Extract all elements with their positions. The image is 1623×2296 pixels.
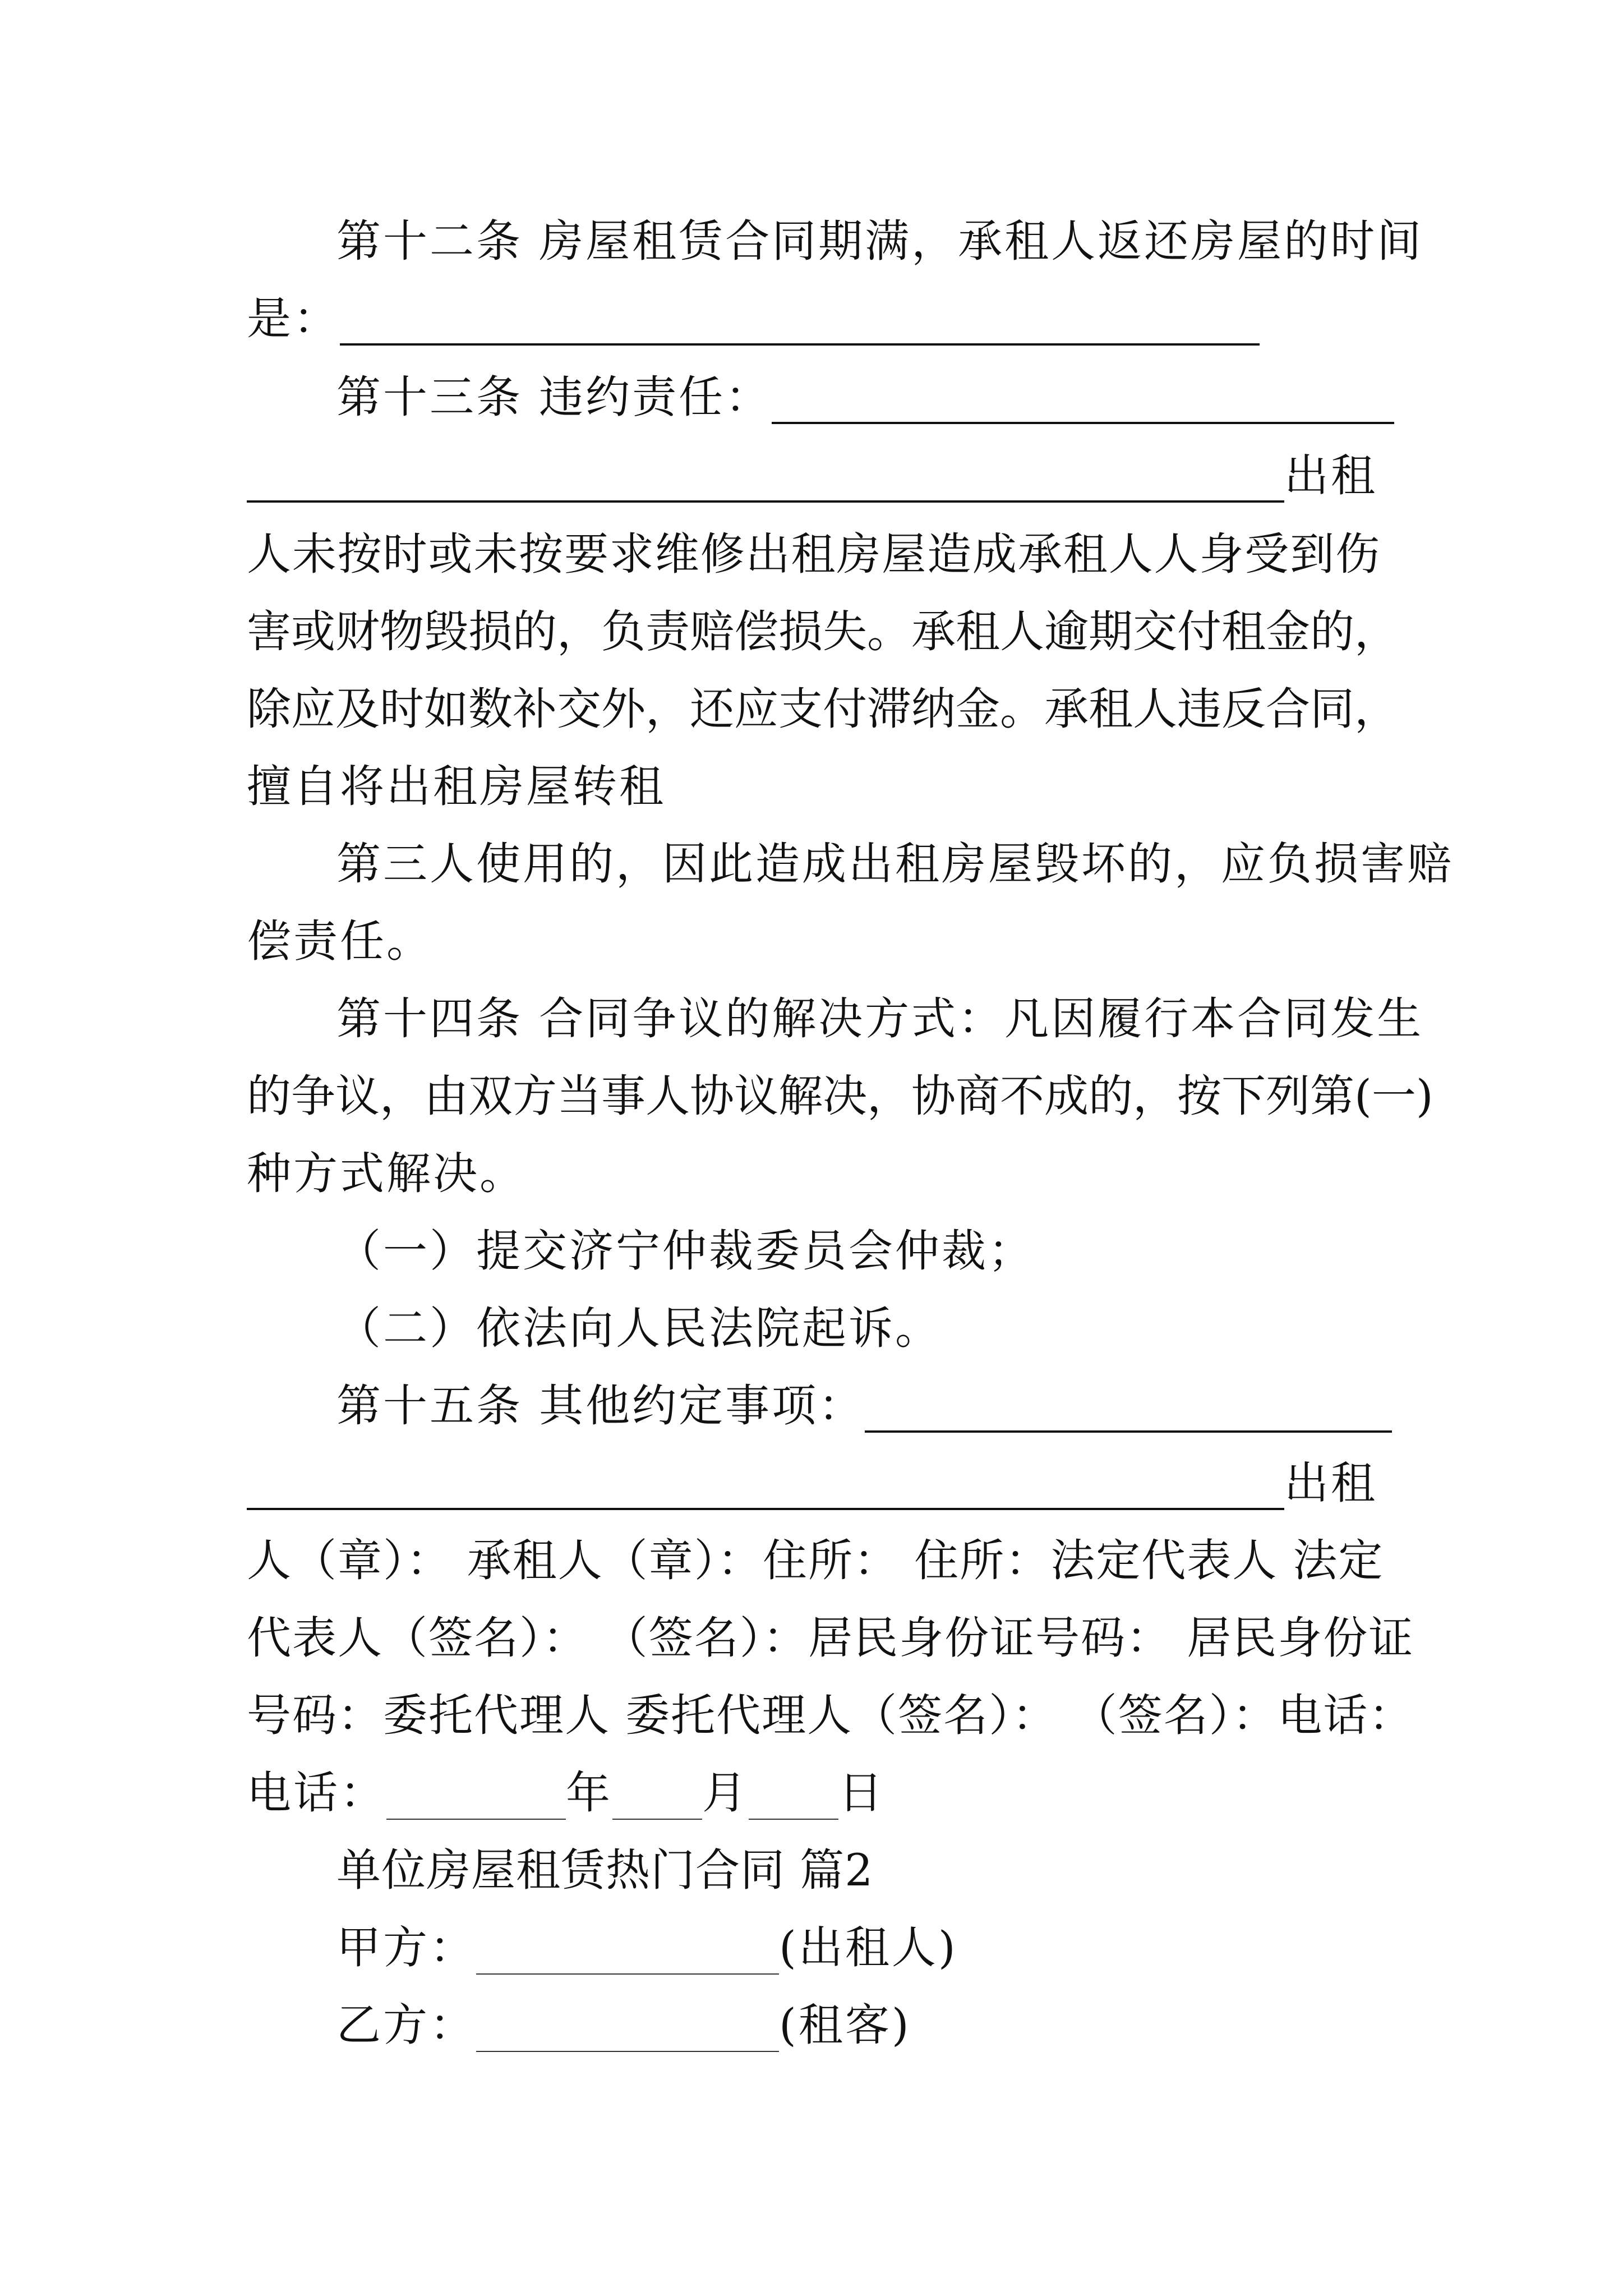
text: 甲方： [336,1922,476,1973]
blank-line [340,298,1260,346]
option-2: （二）依法向人民法院起诉。 [336,1303,942,1354]
article-13-line-4: 害或财物毁损的，负责赔偿损失。承租人逾期交付租金的， [247,606,1399,657]
blank-line [476,2007,779,2052]
blank-line [247,1463,1284,1510]
article-13-line-2 [247,449,1377,503]
article-15-line-2 [247,1456,1377,1510]
year-blank [386,1775,566,1820]
article-13-line-6: 擅自将出租房屋转租 [247,761,666,812]
article-12-line-2 [247,292,1260,346]
day-blank [749,1775,838,1820]
article-13-line-3: 人未按时或未按要求维修出租房屋造成承租人人身受到伤 [247,528,1380,580]
article-13-line-7: 第三人使用的，因此造成出租房屋毁坏的，应负损害赔 [336,838,1454,890]
article-13-line-1 [336,370,1394,424]
text: 第十五条 其他约定事项： [336,1380,865,1432]
text: 电话： [247,1767,386,1819]
party-a-line [336,1921,958,1975]
text: 第十三条 违约责任： [336,371,772,423]
signature-line-2: 代表人（签名）： （签名）：居民身份证号码： 居民身份证 [247,1612,1414,1664]
text: 月 [702,1767,749,1819]
text: 日 [838,1767,885,1819]
option-1: （一）提交济宁仲裁委员会仲裁； [336,1225,1035,1277]
article-15-line-1 [336,1379,1392,1433]
contract-2-title: 单位房屋租赁热门合同 篇2 [336,1844,874,1896]
text: 出租 [1284,450,1377,501]
article-14-line-1: 第十四条 合同争议的解决方式：凡因履行本合同发生 [336,993,1424,1045]
date-line [247,1766,885,1820]
text: (出租人) [779,1922,958,1973]
article-13-line-8: 偿责任。 [247,915,433,967]
text: (租客) [779,1999,911,2051]
text: 第十二条 房屋租赁合同期满，承租人返还房屋的时间 [336,215,1424,267]
article-12-line-1 [336,214,1423,268]
blank-line [247,455,1284,503]
article-14-line-3: 种方式解决。 [247,1148,526,1199]
text: 是： [247,293,340,344]
article-14-line-2: 的争议，由双方当事人协议解决，协商不成的，按下列第(一) [247,1070,1433,1122]
party-b-line [336,1998,911,2052]
article-13-line-5: 除应及时如数补交外，还应支付滞纳金。承租人违反合同， [247,683,1399,735]
text: 年 [566,1767,612,1819]
signature-line-3: 号码：委托代理人 委托代理人（签名）： （签名）：电话： [247,1690,1414,1741]
text: 乙方： [336,1999,476,2051]
blank-line [865,1386,1392,1433]
blank-line [772,377,1394,424]
text: 出租 [1284,1457,1377,1509]
signature-line-1: 人（章）： 承租人（章）：住所： 住所：法定代表人 法定 [247,1535,1384,1586]
blank-line [476,1930,779,1975]
month-blank [612,1775,702,1820]
